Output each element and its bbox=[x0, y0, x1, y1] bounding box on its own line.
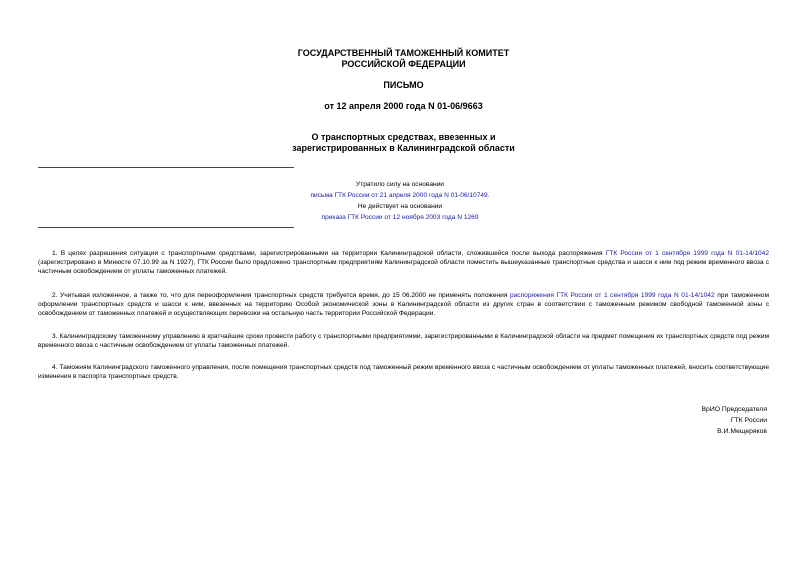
subject-line2: зарегистрированных в Калининградской области bbox=[292, 143, 515, 153]
subject-line1: О транспортных средствах, ввезенных и bbox=[311, 132, 496, 142]
signature-block bbox=[702, 404, 768, 437]
divider-bottom bbox=[38, 227, 294, 228]
paragraph-3: 3. Калининградскому таможенному управлению в кратчайшие сроки провести работу с транспортными предприятиями, зарегистрированными в Калининградской области на предмет помещения их транспортных средств под режим временного ввоза с частичным освобождением от уплаты таможенных платежей. bbox=[38, 333, 769, 349]
divider-top bbox=[38, 167, 294, 168]
document-header bbox=[0, 48, 807, 70]
paragraph-2-text-b: при таможенном оформлении транспортных средств и шасси к ним, ввезенных на территорию Особой экономической зоны в Калининградской области из других стран в соответствии с таможенным режимом свободной таможенной зоны с освобождением от таможенных платежей и осуществляющих перевозки на остальную часть территории Российской Федерации. bbox=[38, 292, 770, 317]
signature-name: В.И.Мещеряков bbox=[717, 428, 767, 435]
paragraph-2 bbox=[38, 291, 769, 318]
doc-date-number: от 12 апреля 2000 года N 01-06/9663 bbox=[324, 101, 483, 111]
paragraph-1-link[interactable]: ГТК России от 1 сентября 1999 года N 01-14/1042 bbox=[605, 250, 769, 257]
validity-status bbox=[250, 179, 550, 223]
status-link2[interactable]: приказа ГТК России от 12 ноября 2003 года N 1269 bbox=[321, 214, 479, 221]
status-link1[interactable]: письма ГТК России от 21 апреля 2000 года N 01-06/10749. bbox=[310, 192, 490, 199]
paragraph-2-text-a: 2. Учитывая изложенное, а также то, что для переоформления транспортных средств требуется время, до 15 06.2000 не применять положения bbox=[52, 292, 510, 299]
signature-org: ГТК России bbox=[730, 417, 767, 424]
paragraph-2-link[interactable]: распоряжения ГТК России от 1 сентября 1999 года N 01-14/1042 bbox=[509, 292, 715, 299]
org-name-line1: ГОСУДАРСТВЕННЫЙ ТАМОЖЕННЫЙ КОМИТЕТ bbox=[297, 48, 510, 58]
paragraph-1-text-a: 1. В целях разрешения ситуации с транспортными средствами, зарегистрированными на территории Калининградской области, сложившейся после выхода распоряжения bbox=[52, 250, 606, 257]
org-name-line2: РОССИЙСКОЙ ФЕДЕРАЦИИ bbox=[341, 59, 466, 69]
paragraph-1 bbox=[38, 249, 769, 276]
status-line2: Не действует на основании bbox=[357, 203, 443, 210]
status-line1: Утратило силу на основании bbox=[356, 181, 444, 188]
doc-type: ПИСЬМО bbox=[383, 80, 424, 90]
signature-position: ВрИО Председателя bbox=[701, 406, 767, 413]
doc-subject bbox=[0, 132, 807, 154]
paragraph-1-text-b: (зарегистрировано в Минюсте 07.10.99 за N 1927), ГТК России было предложено транспортным предприятиям Калининградской области поместить вышеуказанные транспортные средства и шасси к ним под режим временного ввоза с частичным освобождением от уплаты таможенных платежей. bbox=[38, 259, 769, 275]
paragraph-4: 4. Таможням Калининградского таможенного управления, после помещения транспортных средств под таможенный режим временного ввоза с частичным освобождением от уплаты таможенных платежей, вносить соответствующие изменения в паспорта транспортных средств. bbox=[38, 364, 769, 380]
